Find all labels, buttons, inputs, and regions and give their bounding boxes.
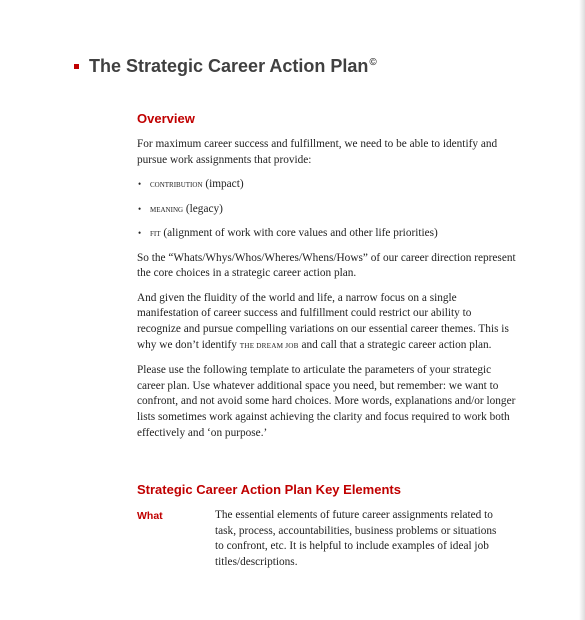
overview-section	[137, 111, 517, 441]
key-elements-heading: Strategic Career Action Plan Key Elements	[137, 482, 401, 497]
bullet-dot-icon: •	[138, 203, 142, 214]
list-item: • fit (alignment of work with core values and other life priorities)	[137, 226, 517, 251]
what-label: What	[137, 510, 163, 522]
title-row	[74, 56, 377, 77]
template-paragraph: Please use the following template to articulate the parameters of your strategic career plan. Use whatever additional space you need, but remember: we want to confront, and not avoid some hard choices. More words, explanations and/or longer lists sometimes work against achieving the clarity and focus required to work both effectively and ‘on purpose.’	[137, 364, 516, 439]
bullet-dot-icon: •	[138, 179, 142, 190]
list-item: • meaning (legacy)	[137, 202, 517, 227]
what-row	[137, 508, 517, 570]
copyright-mark: ©	[369, 57, 377, 68]
red-square-bullet-icon	[74, 64, 79, 69]
what-description: The essential elements of future career assignments related to task, process, accountabilities, business problems or situations to confront, etc. It is helpful to include examples of ideal job titles/descriptions.	[215, 509, 497, 568]
page-edge-shadow	[579, 0, 585, 620]
intro-paragraph: For maximum career success and fulfillment, we need to be able to identify and pursue work assignments that provide:	[137, 138, 498, 166]
page-title	[89, 56, 377, 77]
bullet-dot-icon: •	[138, 228, 142, 239]
page-title-text: The Strategic Career Action Plan	[89, 56, 369, 76]
qualities-list	[137, 177, 517, 251]
list-item: • contribution (impact)	[137, 177, 517, 202]
overview-heading: Overview	[137, 111, 195, 126]
fluidity-paragraph: And given the fluidity of the world and life, a narrow focus on a single manifestation of career success and fulfillment could restrict our ability to recognize and pursue compelling variations on our essential career themes. This is why we don’t identify THE DREAM JOB and call that a strategic career action plan.	[137, 291, 509, 351]
whats-paragraph: So the “Whats/Whys/Whos/Wheres/Whens/Hows” of our career direction represent the core choices in a strategic career action plan.	[137, 251, 516, 280]
